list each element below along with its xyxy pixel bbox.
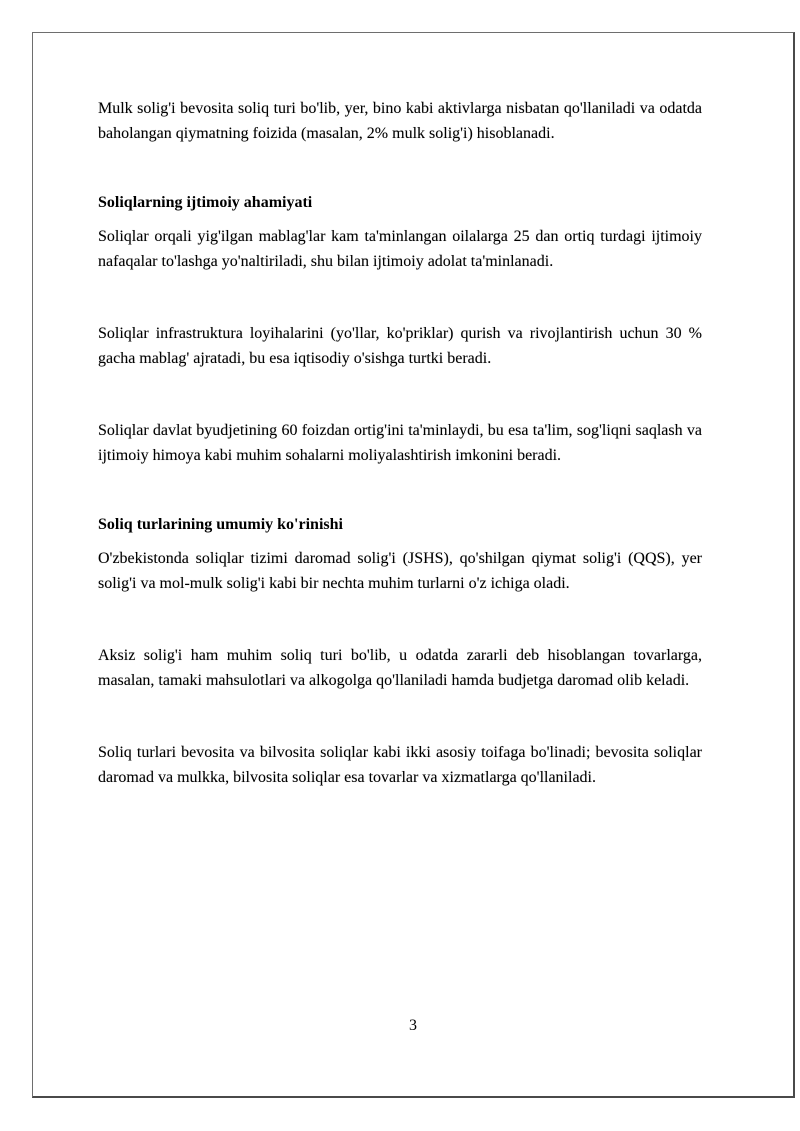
page-content [98, 96, 702, 790]
paragraph-property-tax: Mulk solig'i bevosita soliq turi bo'lib, yer, bino kabi aktivlarga nisbatan qo'llaniladi va odatda baholangan qiymatning foizida (masalan, 2% mulk solig'i) hisoblanadi. [98, 100, 702, 142]
paragraph-social-benefits: Soliqlar orqali yig'ilgan mablag'lar kam ta'minlangan oilalarga 25 dan ortiq turdagi ijtimoiy nafaqalar to'lashga yo'naltiriladi, shu bilan ijtimoiy adolat ta'minlanadi. [98, 228, 702, 270]
paragraph-uzbekistan-tax-system: O'zbekistonda soliqlar tizimi daromad solig'i (JSHS), qo'shilgan qiymat solig'i (QQS), yer solig'i va mol-mulk solig'i kabi bir nechta muhim turlarni o'z ichiga oladi. [98, 550, 702, 592]
paragraph-direct-indirect-taxes: Soliq turlari bevosita va bilvosita soliqlar kabi ikki asosiy toifaga bo'linadi; bevosita soliqlar daromad va mulkka, bilvosita soliqlar esa tovarlar va xizmatlarga qo'llaniladi. [98, 744, 702, 786]
paragraph-infrastructure: Soliqlar infrastruktura loyihalarini (yo'llar, ko'priklar) qurish va rivojlantirish uchun 30 % gacha mablag' ajratadi, bu esa iqtisodiy o'sishga turtki beradi. [98, 325, 702, 367]
paragraph-excise-tax: Aksiz solig'i ham muhim soliq turi bo'lib, u odatda zararli deb hisoblangan tovarlarga, masalan, tamaki mahsulotlari va alkogolga qo'llaniladi hamda budjetga daromad olib keladi. [98, 647, 702, 689]
heading-social-importance: Soliqlarning ijtimoiy ahamiyati [98, 194, 313, 211]
document-page [32, 32, 795, 1098]
page-number: 3 [409, 1017, 417, 1034]
paragraph-state-budget: Soliqlar davlat byudjetining 60 foizdan ortig'ini ta'minlaydi, bu esa ta'lim, sog'liqni saqlash va ijtimoiy himoya kabi muhim sohalarni moliyalashtirish imkonini beradi. [98, 422, 702, 464]
heading-tax-types-overview: Soliq turlarining umumiy ko'rinishi [98, 516, 343, 533]
